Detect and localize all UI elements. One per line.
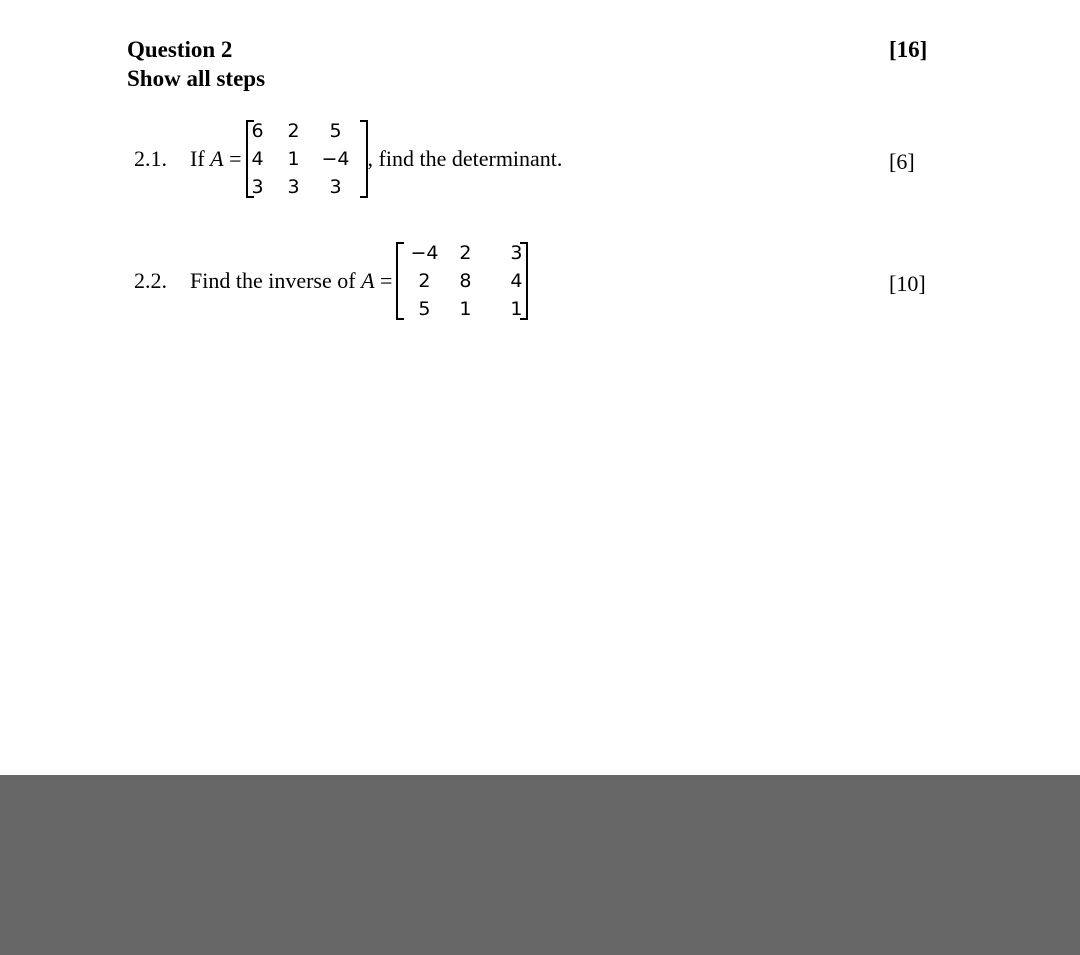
item-prefix: If	[190, 146, 205, 171]
question-item-2-1	[134, 118, 562, 200]
matrix-cell: 4	[510, 270, 523, 292]
question-item-2-2	[134, 240, 532, 322]
equals-sign: =	[229, 146, 242, 171]
matrix-cell: 8	[459, 270, 472, 292]
item-number: 2.2.	[134, 268, 167, 293]
gray-background-area	[0, 775, 1080, 955]
matrix-cell: 3	[329, 176, 342, 198]
matrix-cell: 4	[251, 148, 264, 170]
matrix-cell: 1	[459, 298, 472, 320]
item-marks-2-1: [6]	[889, 149, 915, 174]
matrix-cell: −4	[321, 148, 350, 170]
item-number: 2.1.	[134, 146, 167, 171]
question-title: Question 2	[127, 37, 233, 62]
matrix-variable: A	[210, 146, 224, 171]
matrix-cell: 2	[459, 242, 472, 264]
item-suffix: , find the determinant.	[367, 146, 563, 171]
matrix-a-determinant	[246, 118, 368, 200]
matrix-cell: 3	[251, 176, 264, 198]
matrix-cell: 5	[329, 120, 342, 142]
matrix-cell: 3	[510, 242, 523, 264]
question-total-marks: [16]	[889, 37, 928, 62]
matrix-cell: 2	[418, 270, 431, 292]
matrix-cell: 3	[287, 176, 300, 198]
matrix-variable: A	[361, 268, 375, 293]
matrix-cell: 1	[287, 148, 300, 170]
matrix-cell: 6	[251, 120, 264, 142]
matrix-cell: 1	[510, 298, 523, 320]
item-marks-2-2: [10]	[889, 271, 926, 296]
matrix-cell: −4	[410, 242, 439, 264]
item-prefix: Find the inverse of	[190, 268, 356, 293]
matrix-a-inverse	[396, 240, 528, 322]
question-subtitle: Show all steps	[127, 66, 266, 91]
matrix-cell: 5	[418, 298, 431, 320]
matrix-cell: 2	[287, 120, 300, 142]
equals-sign: =	[380, 268, 393, 293]
